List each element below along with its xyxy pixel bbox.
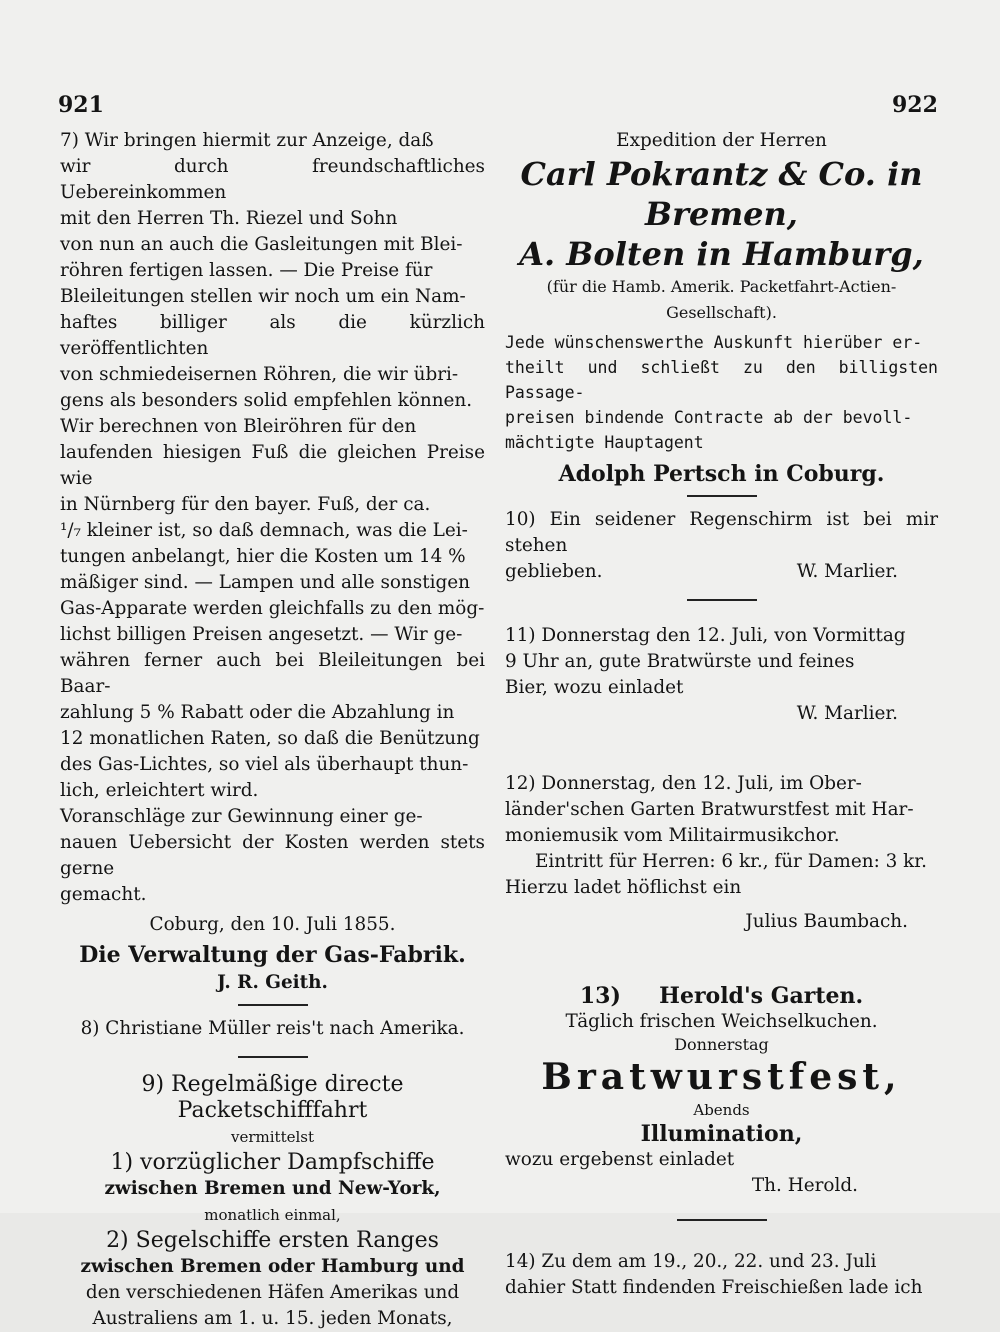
divider (677, 1219, 767, 1221)
ad-7-line: 12 monatlichen Raten, so daß die Benützung (60, 728, 480, 749)
ad-7-line: ¹/₇ kleiner ist, so daß demnach, was die Lei- (60, 520, 468, 541)
ad-7-line: zahlung 5 % Rabatt oder die Abzahlung in (60, 702, 455, 723)
ad-9-item-2-dates: Australiens am 1. u. 15. jeden Monats, (92, 1308, 453, 1329)
ad-13-day: Donnerstag (674, 1035, 769, 1054)
firm-hamburg: A. Bolten in Hamburg, (519, 235, 924, 273)
ad-13-herold-garden (505, 983, 938, 1221)
ad-7-line: lich, erleichtert wird. (60, 780, 259, 801)
ad-9-packet-shipping (60, 1072, 485, 1332)
ad-9-item-1: 1) vorzüglicher Dampfschiffe (110, 1150, 435, 1175)
ad-7-line: lichst billigen Preisen angesetzt. — Wir ge- (60, 624, 463, 645)
ad-7-line: von nun an auch die Gasleitungen mit Blei- (60, 234, 463, 255)
ad-9-item-2-route: zwischen Bremen oder Hamburg und (80, 1256, 465, 1277)
ad-7-line: 7) Wir bringen hiermit zur Anzeige, daß (60, 130, 434, 151)
ad-9-item-2-ports: den verschiedenen Häfen Amerikas und (85, 1282, 460, 1303)
ad-9-continuation (505, 128, 938, 497)
ad-7-line: nauen Uebersicht der Kosten werden stets gerne (60, 832, 485, 879)
ad-12-line: moniemusik vom Militairmusikchor. (505, 825, 840, 846)
ad-9-vermittelst: vermittelst (231, 1128, 314, 1146)
ad-11-signature: W. Marlier. (796, 703, 898, 724)
ad-10-umbrella (505, 507, 938, 601)
ad-9-item-1-route: zwischen Bremen und New-York, (104, 1178, 441, 1199)
ad-8: 8) Christiane Müller reis't nach Amerika. (80, 1018, 465, 1039)
ad-7-place-date: Coburg, den 10. Juli 1855. (149, 914, 396, 935)
ad-12-entry: Eintritt für Herren: 6 kr., für Damen: 3 kr. (535, 851, 927, 872)
ad-12-line: 12) Donnerstag, den 12. Juli, im Ober- (505, 773, 862, 794)
ad-9-item-1-frequency: monatlich einmal, (204, 1206, 341, 1224)
ad-13-signature: Th. Herold. (751, 1175, 858, 1196)
ad-14-line: 14) Zu dem am 19., 20., 22. und 23. Juli (505, 1251, 877, 1272)
ad-7-line: gemacht. (60, 884, 147, 905)
spacer (505, 727, 938, 771)
ad-11-line: 9 Uhr an, gute Bratwürste und feines (505, 651, 855, 672)
ad-13-place (505, 983, 938, 1009)
ad-13-evening: Abends (693, 1101, 750, 1119)
ad-7-line: wir durch freundschaftliches Uebereinkommen (60, 156, 485, 203)
divider (238, 1056, 308, 1058)
ad-7-line: gens als besonders solid empfehlen können. (60, 390, 473, 411)
divider (687, 599, 757, 601)
ad-7-line: mäßiger sind. — Lampen und alle sonstigen (60, 572, 471, 593)
ad-7-line: Voranschläge zur Gewinnung einer ge- (60, 806, 423, 827)
ad-12-bratwurstfest (505, 771, 938, 983)
agent-name: Adolph Pertsch in Coburg. (558, 461, 885, 487)
ad-7-line: Gas-Apparate werden gleichfalls zu den mög- (60, 598, 485, 619)
ad-9-title: 9) Regelmäßige directe Packetschifffahrt (141, 1072, 404, 1123)
info-line: Jede wünschenswerthe Auskunft hierüber er- (505, 333, 923, 352)
ad-10-line: 10) Ein seidener Regenschirm ist bei mir stehen (505, 509, 938, 556)
expedition-label: Expedition der Herren (616, 130, 827, 151)
ad-14-shooting-festival (505, 1249, 938, 1301)
ad-7-line: laufenden hiesigen Fuß die gleichen Preise wie (60, 442, 485, 489)
ad-7-line: tungen anbelangt, hier die Kosten um 14 % (60, 546, 466, 567)
firm-bremen: Carl Pokrantz & Co. in Bremen, (520, 155, 923, 233)
ad-13-place-name: Herold's Garten. (659, 983, 864, 1009)
ad-11-bratwurst (505, 623, 938, 771)
ad-14-line: dahier Statt findenden Freischießen lade ich (505, 1277, 923, 1298)
firm-note: (für die Hamb. Amerik. Packetfahrt-Actien-Gesellschaft). (546, 277, 897, 322)
ad-13-invite: wozu ergebenst einladet (505, 1149, 735, 1170)
ad-11-line: Bier, wozu einladet (505, 677, 684, 698)
ad-7-line: Bleileitungen stellen wir noch um ein Nam- (60, 286, 466, 307)
page-number-left: 921 (58, 92, 104, 118)
left-column (60, 128, 485, 1332)
info-line: preisen bindende Contracte ab der bevoll- (505, 408, 913, 427)
ad-12-invite: Hierzu ladet höflichst ein (505, 877, 742, 898)
ad-7-signature-org: Die Verwaltung der Gas-Fabrik. (79, 942, 466, 968)
ad-7-line: in Nürnberg für den bayer. Fuß, der ca. (60, 494, 431, 515)
ad-13-number: 13) (579, 983, 621, 1009)
page-number-right: 922 (892, 92, 938, 118)
ad-13-illumination: Illumination, (640, 1121, 803, 1147)
divider (687, 495, 757, 497)
ad-13-event: Bratwurstfest, (541, 1056, 902, 1098)
ad-13-daily: Täglich frischen Weichselkuchen. (565, 1011, 878, 1032)
ad-7-line: währen ferner auch bei Bleileitungen bei Baar- (60, 650, 485, 697)
ad-11-line: 11) Donnerstag den 12. Juli, von Vormittag (505, 625, 906, 646)
ad-7-gas-pipes (60, 128, 485, 1006)
spacer (505, 935, 938, 983)
ad-7-signature-name: J. R. Geith. (217, 972, 328, 993)
info-line: theilt und schließt zu den billigsten Passage- (505, 358, 938, 402)
ad-7-line: röhren fertigen lassen. — Die Preise für (60, 260, 433, 281)
ad-7-line: mit den Herren Th. Riezel und Sohn (60, 208, 398, 229)
right-column (505, 128, 938, 1301)
ad-7-line: haftes billiger als die kürzlich veröffentlichten (60, 312, 485, 359)
ad-10-signature: W. Marlier. (796, 561, 898, 582)
ad-12-line: länder'schen Garten Bratwurstfest mit Har- (505, 799, 914, 820)
ad-7-line: von schmiedeisernen Röhren, die wir übri- (60, 364, 459, 385)
info-line: mächtigte Hauptagent (505, 433, 704, 452)
ad-9-item-2: 2) Segelschiffe ersten Ranges (106, 1228, 439, 1253)
ad-7-line: des Gas-Lichtes, so viel als überhaupt thun- (60, 754, 469, 775)
ad-12-signature: Julius Baumbach. (745, 911, 908, 932)
ad-10-line: geblieben. (505, 561, 603, 582)
divider (238, 1004, 308, 1006)
ad-7-line: Wir berechnen von Bleiröhren für den (60, 416, 417, 437)
